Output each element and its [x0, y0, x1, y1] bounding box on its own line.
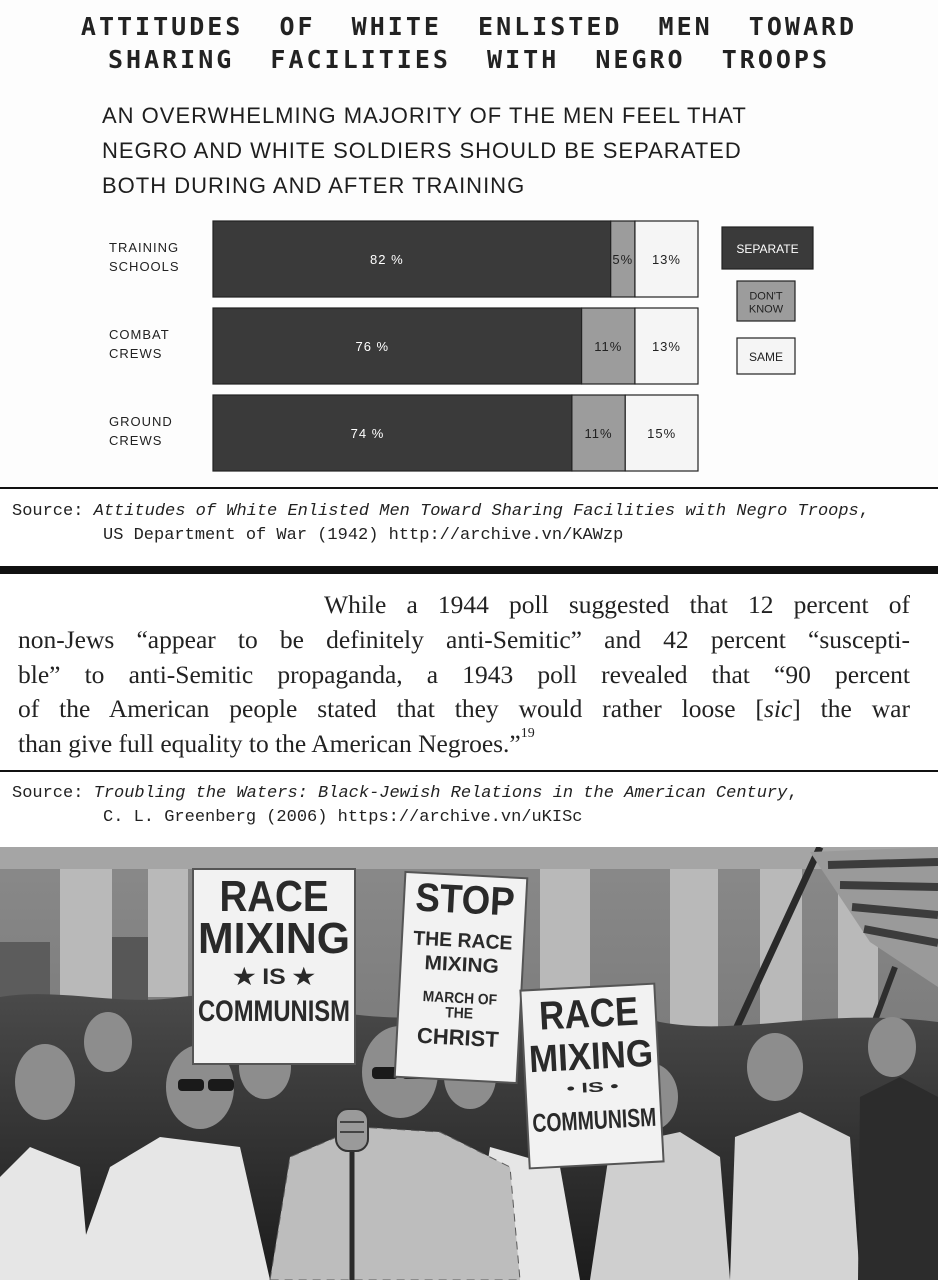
quote-line	[18, 692, 910, 727]
quote-text: of the American people stated that they would rather loose [	[18, 694, 764, 724]
chart-title-line: ATTITUDES OF WHITE ENLISTED MEN TOWARD	[80, 12, 858, 41]
chart-subtitle	[102, 98, 802, 203]
data-label: 11%	[594, 339, 623, 354]
sign-text: RACE	[219, 872, 329, 921]
source-citation-chart	[12, 500, 869, 548]
bar-segment	[213, 308, 582, 384]
window	[112, 937, 148, 1007]
sign-text: THE	[444, 1004, 476, 1023]
legend-label: DON'T	[749, 290, 783, 303]
quote-text: ] the war	[792, 694, 910, 724]
source-comma: ,	[858, 502, 869, 521]
footnote-marker: 19	[520, 726, 535, 742]
source-comma: ,	[787, 784, 798, 803]
sign-text: COMMUNISM	[531, 1099, 700, 1139]
protest-sign	[520, 984, 700, 1169]
source-prefix: Source:	[12, 784, 94, 803]
quote-line	[18, 727, 910, 762]
sign-text: CHRIST	[416, 1022, 500, 1053]
bar-chart	[0, 205, 938, 480]
chart-subtitle-line: BOTH DURING AND AFTER TRAINING	[102, 173, 526, 198]
legend-label: SEPARATE	[736, 242, 799, 256]
protest-sign	[395, 872, 528, 1083]
data-label: 5%	[612, 252, 634, 267]
category-label: GROUND	[109, 414, 173, 429]
cornice	[0, 847, 938, 869]
source-citation-book	[12, 782, 798, 830]
sign-text: • IS •	[566, 1078, 598, 1097]
quote-text: than give full equality to the American Negroes.”	[18, 729, 521, 759]
data-label: 13%	[651, 252, 681, 267]
shirt	[730, 1112, 860, 1280]
category-label: SCHOOLS	[109, 259, 180, 274]
source-details: C. L. Greenberg (2006) https://archive.vn/uKISc	[103, 808, 583, 827]
source-details: US Department of War (1942) http://archive.vn/KAWzp	[103, 526, 624, 545]
protest-sign	[193, 869, 355, 1064]
source-prefix: Source:	[12, 502, 94, 521]
quote-line: ble” to anti-Semitic propaganda, a 1943 poll revealed that “90 percent	[18, 659, 910, 689]
divider-thick	[0, 566, 938, 574]
sign-text: MIXING	[527, 1032, 666, 1082]
quote-line: non-Jews “appear to be definitely anti-Semitic” and 42 percent “suscepti-	[18, 624, 910, 654]
category-label: COMBAT	[109, 327, 170, 342]
chart-title	[0, 10, 938, 76]
sic-marker: sic	[763, 694, 793, 724]
chart-subtitle-line: AN OVERWHELMING MAJORITY OF THE MEN FEEL THAT	[102, 103, 747, 128]
bar-segment	[213, 395, 572, 471]
sign-text: MIXING	[423, 952, 497, 978]
legend-label: KNOW	[748, 303, 784, 316]
protest-photo	[0, 847, 938, 1280]
category-label: TRAINING	[109, 240, 180, 255]
source-title: Troubling the Waters: Black-Jewish Relations in the American Century	[93, 784, 788, 803]
protest-photo-illustration	[0, 847, 938, 1280]
legend-label: SAME	[748, 350, 784, 364]
category-label: CREWS	[109, 433, 163, 448]
quote-line: While a 1944 poll suggested that 12 percent of	[324, 590, 910, 619]
data-label: 76 %	[355, 339, 390, 354]
sign-text: RACE	[538, 988, 654, 1039]
bar-segment	[213, 221, 611, 297]
book-quote	[18, 588, 910, 762]
sign-text: STOP	[414, 875, 525, 926]
chart-title-line: SHARING FACILITIES WITH NEGRO TROOPS	[107, 45, 831, 74]
data-label: 13%	[651, 339, 681, 354]
suit	[858, 1077, 938, 1280]
sign-text: COMMUNISM	[198, 995, 350, 1028]
divider	[0, 770, 938, 772]
sign-text: THE RACE	[412, 927, 517, 955]
sign-text: MIXING	[198, 914, 350, 963]
data-label: 15%	[647, 426, 677, 441]
category-label: CREWS	[109, 346, 163, 361]
divider	[0, 487, 938, 489]
source-title: Attitudes of White Enlisted Men Toward Sharing Facilities with Negro Troops	[93, 502, 859, 521]
sign-text: ★ IS ★	[233, 964, 316, 989]
chart-panel	[0, 0, 938, 488]
data-label: 74 %	[350, 426, 385, 441]
data-label: 11%	[584, 426, 613, 441]
data-label: 82 %	[370, 252, 404, 267]
sign-text: MARCH OF	[422, 988, 504, 1010]
chart-subtitle-line: NEGRO AND WHITE SOLDIERS SHOULD BE SEPARATED	[102, 138, 742, 163]
